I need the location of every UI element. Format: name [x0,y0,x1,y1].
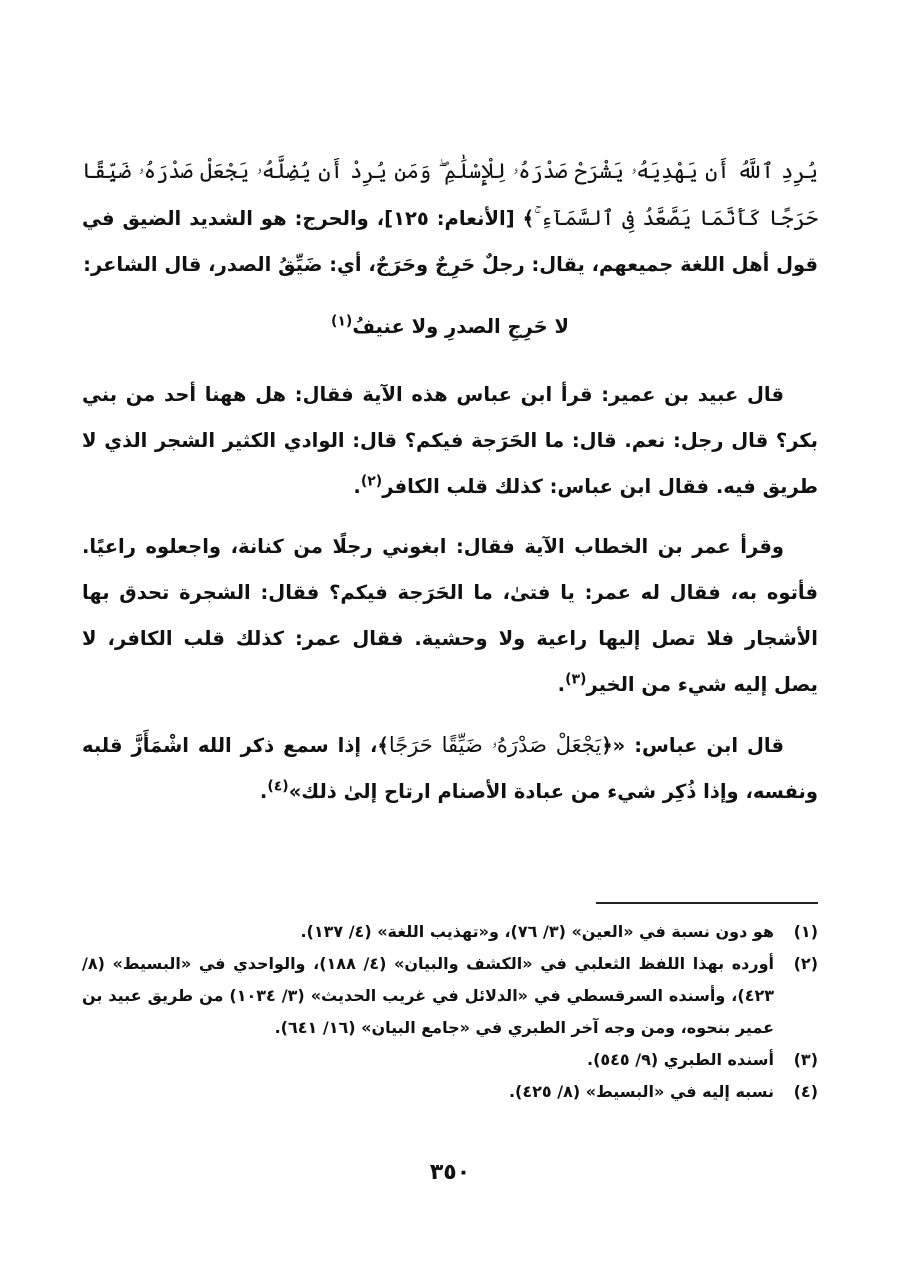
page-number: ٣٥٠ [429,1160,471,1185]
footnote-2 [82,948,818,1044]
verse-close-bracket: ﴾ [522,207,535,230]
footnote-text: أورده بهذا اللفظ الثعلبي في «الكشف والبيان» (٤/ ١٨٨)، والواحدي في «البسيط» (٨/ ٤٢٣)، وأسنده السرقسطي في «الدلائل في غريب الحديث» (٣/ ١٠٣٤) من طريق عبيد بن عمير بنحوه، ومن وجه آخر الطبري في «جامع البيان» (١٦/ ٦٤١). [82,954,774,1037]
footnote-ref-2: (٢) [360,473,383,490]
paragraph-2-end: . [353,475,361,498]
paragraph-1 [82,148,818,288]
paragraph-4-end: . [259,780,268,803]
footnote-number: (١) [793,922,818,941]
paragraph-3-text: وقرأ عمر بن الخطاب الآية فقال: ابغوني رجلًا من كنانة، واجعلوه راعيًا. فأتوه به، فقال له عمر: يا فتىٰ، ما الحَرَجة فيكم؟ فقال: الشجرة تحدق بها الأشجار فلا تصل إليها راعية ولا وحشية. فقال عمر: كذلك قلب الكافر، لا يصل إليه شيء من الخير [82,535,818,696]
paragraph-2-text: قال عبيد بن عمير: قرأ ابن عباس هذه الآية فقال: هل ههنا أحد من بني بكر؟ قال رجل: نعم. قال: ما الحَرَجة فيكم؟ قال: الوادي الكثير الشجر الذي لا طريق فيه. فقال ابن عباس: كذلك قلب الكافر [82,383,818,498]
footnote-number: (٤) [793,1082,818,1101]
footnotes [82,916,818,1108]
footnote-number: (٣) [793,1050,818,1069]
footnote-1 [82,916,818,948]
footnote-ref-4: (٤) [267,778,289,795]
main-text [82,148,818,829]
footnote-text: نسبه إليه في «البسيط» (٨/ ٤٢٥). [508,1082,774,1101]
poetry-line [82,304,818,350]
footnote-3 [82,1044,818,1076]
footnote-ref-1: (١) [330,313,353,330]
paragraph-4-text: ﴾، إذا سمع ذكر الله اشْمَأَزَّ قلبه ونفسه، وإذا ذُكِر شيء من عبادة الأصنام ارتاح إلىٰ ذلك» [82,734,818,803]
poetry-line-text: لا حَرِجِ الصدرِ ولا عنيفُ [352,315,570,338]
footnote-4 [82,1076,818,1108]
footnote-number: (٢) [793,954,818,973]
footnote-text: هو دون نسبة في «العين» (٣/ ٧٦)، و«تهذيب اللغة» (٤/ ١٣٧). [300,922,774,941]
quran-verse-inline: يَجْعَلْ صَدْرَهُۥ ضَيِّقًا حَرَجًا [388,733,602,757]
quran-verse: يُرِدِ ٱللَّهُ أَن يَهْدِيَهُۥ يَشْرَحْ صَدْرَهُۥ لِلْإِسْلَٰمِ ۖ وَمَن يُرِدْ أَن يُضِلَّهُۥ يَجْعَلْ صَدْرَهُۥ ضَيِّقًا حَرَجًا كَأَنَّمَا يَصَّعَّدُ فِى ٱلسَّمَآءِ ۚ [82,159,819,230]
paragraph-4 [82,722,818,815]
paragraph-1-text: [الأنعام: ١٢٥]، والحرج: هو الشديد الضيق في قول أهل اللغة جميعهم، يقال: رجلٌ حَرِجٌ وحَرَجٌ، أي: ضَيِّقُ الصدر، قال الشاعر: [82,207,818,276]
paragraph-4-lead: قال ابن عباس: «﴿ [601,734,784,757]
paragraph-3-end: . [557,673,566,696]
paragraph-2 [82,372,818,510]
footnote-text: أسنده الطبري (٩/ ٥٤٥). [587,1050,774,1069]
footnote-ref-3: (٣) [565,671,587,688]
paragraph-3 [82,524,818,708]
footnote-divider [596,902,818,904]
